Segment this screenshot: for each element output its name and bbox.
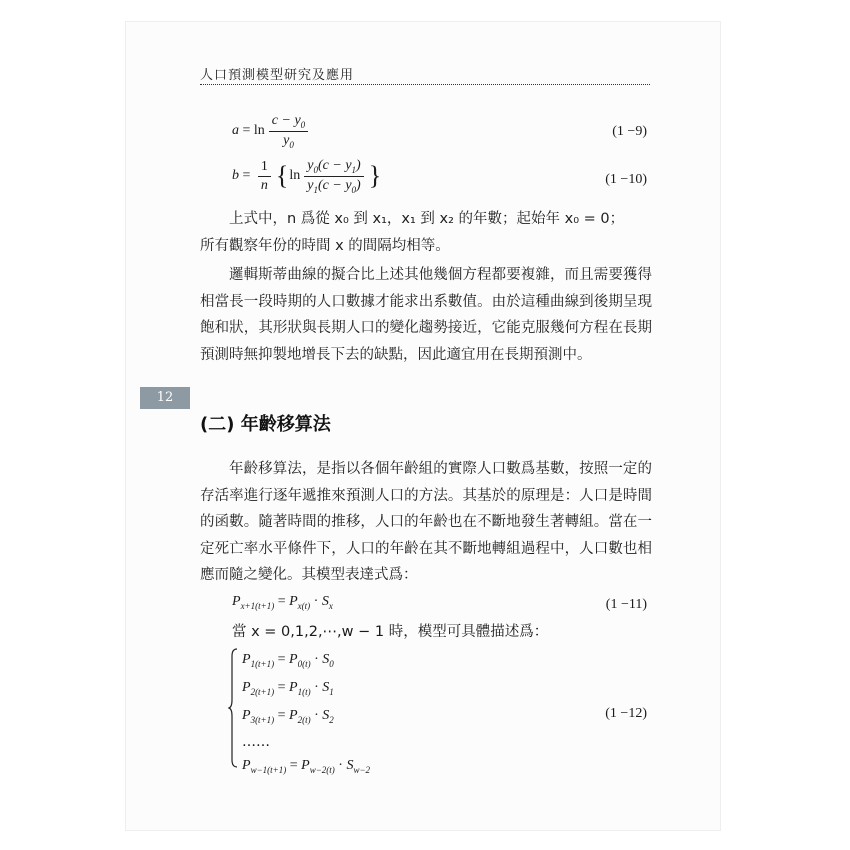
paragraph-line: 所有觀察年份的時間 x 的間隔均相等。 <box>200 237 450 254</box>
system-ellipsis: …… <box>242 734 270 750</box>
left-brace-icon <box>228 648 238 768</box>
paragraph-text: 邏輯斯蒂曲線的擬合比上述其他幾個方程都要複雜，而且需要獲得相當長一段時期的人口數據才能求出系數值。由於這種曲線到後期呈現飽和狀，其形狀與長期人口的變化趨勢接近，它能克服幾何方程在長期預測時無抑製地增長下去的缺點，因此適宜用在長期預測中。 <box>200 267 652 363</box>
paragraph-text: 年齡移算法，是指以各個年齡組的實際人口數爲基數，按照一定的存活率進行逐年遞推來預測人口的方法。其基於的原理是：人口是時間的函數。隨著時間的推移，人口的年齡也在不斷地發生著轉組。當在一定死亡率水平條件下，人口的年齡在其不斷地轉組過程中，人口數也相應而隨之變化。其模型表達式爲： <box>200 461 652 583</box>
system-row-last: $P_{w-1(t+1)} = P_{w-2(t)} \cdot S_{w-2}$ <box>242 758 371 775</box>
system-row-2: $P_{2(t+1)} = P_{1(t)} \cdot S_1$ <box>242 680 334 697</box>
equation-1-11: $P_{x+1(t+1)} = P_{x(t)} \cdot S_x$ <box>232 594 333 611</box>
condition-line: 當 x = 0,1,2,⋯,w − 1 時，模型可具體描述爲： <box>232 624 549 640</box>
page-number-tab: 12 <box>140 387 190 409</box>
header-rule <box>200 84 650 85</box>
equation-1-10: b = $\frac{1}{n}$ { ln $\frac{y_0(c - y_1)}{y_1(c - y_0)}$ } <box>232 158 382 195</box>
equation-number-1-10: (1 −10) <box>605 172 647 187</box>
paragraph-line: 上式中，n 爲從 x₀ 到 x₁，x₁ 到 x₂ 的年數；起始年 x₀ = 0； <box>229 211 625 227</box>
paragraph-age-shift-method <box>200 456 652 589</box>
equation-number-1-11: (1 −11) <box>605 597 647 612</box>
system-row-3: $P_{3(t+1)} = P_{2(t)} \cdot S_2$ <box>242 708 334 725</box>
equation-1-9: a = ln $\frac{c - y_0}{y_0}$ <box>232 113 312 150</box>
paragraph-logistic-curve <box>200 262 652 368</box>
paragraph-variable-definitions <box>200 206 652 259</box>
section-title: (二) 年齡移算法 <box>200 414 331 435</box>
equation-number-1-9: (1 −9) <box>612 124 647 139</box>
equation-number-1-12: (1 −12) <box>605 706 647 721</box>
system-row-1: $P_{1(t+1)} = P_{0(t)} \cdot S_0$ <box>242 652 334 669</box>
running-header: 人口預測模型研究及應用 <box>200 68 355 83</box>
